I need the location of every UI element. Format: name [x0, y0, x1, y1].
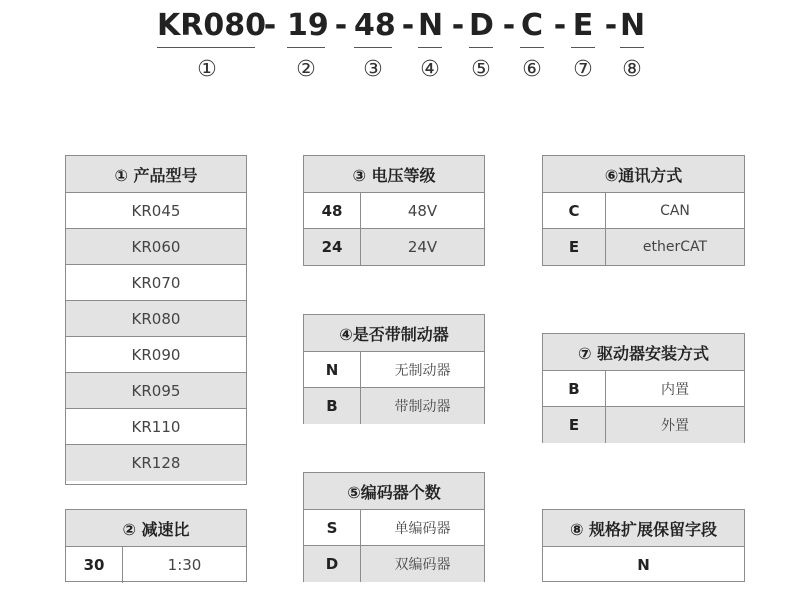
code-separator: -: [604, 8, 618, 43]
table-row: [543, 371, 744, 407]
table-header: ③ 电压等级: [304, 156, 484, 193]
option-code: 24: [304, 229, 361, 265]
option-code: B: [304, 388, 361, 424]
code-segment-extension: N: [620, 6, 644, 50]
code-separator: -: [553, 8, 567, 43]
option-code: 30: [66, 547, 123, 583]
voltage-table: [303, 155, 485, 266]
code-segment-ratio: 19: [287, 6, 325, 50]
table-row: [304, 352, 484, 388]
table-row: [543, 407, 744, 443]
table-row: KR110: [66, 409, 246, 445]
code-segment-driver-mount: E: [571, 6, 595, 50]
table-row: [304, 229, 484, 265]
option-code: D: [304, 546, 361, 582]
table-row: KR070: [66, 265, 246, 301]
table-row: [543, 193, 744, 229]
index-mark-1: ①: [197, 57, 217, 82]
table-header: ⑦ 驱动器安装方式: [543, 334, 744, 371]
option-value: 双编码器: [394, 557, 451, 573]
option-code: 48: [304, 193, 361, 228]
driver-mount-table: [542, 333, 745, 443]
code-separator: -: [401, 8, 415, 43]
code-separator: -: [451, 8, 465, 43]
index-mark-6: ⑥: [522, 57, 542, 82]
table-row: KR095: [66, 373, 246, 409]
table-header: ① 产品型号: [66, 156, 246, 193]
option-code: E: [543, 229, 606, 265]
option-value: 无制动器: [394, 362, 451, 379]
option-value: 内置: [661, 381, 689, 398]
option-code: N: [304, 352, 361, 387]
table-header: ⑤编码器个数: [304, 473, 484, 510]
table-row: N: [637, 556, 650, 574]
table-row: [66, 547, 246, 583]
option-code: B: [543, 371, 606, 406]
table-header: ⑧ 规格扩展保留字段: [543, 510, 744, 547]
index-mark-4: ④: [420, 57, 440, 82]
option-value: 24V: [407, 238, 438, 256]
option-value: CAN: [660, 202, 690, 219]
code-segment-model: KR080: [157, 6, 255, 50]
option-code: S: [304, 510, 361, 545]
extension-table: [542, 509, 745, 582]
index-mark-3: ③: [363, 57, 383, 82]
code-segment-communication: C: [520, 6, 544, 50]
option-value: 1:30: [167, 556, 202, 574]
table-row: [304, 546, 484, 582]
product-model-table: [65, 155, 247, 485]
table-header: ⑥通讯方式: [543, 156, 744, 193]
table-row: [304, 510, 484, 546]
option-value: 外置: [661, 418, 689, 434]
code-segment-brake: N: [418, 6, 442, 50]
code-separator: -: [334, 8, 348, 43]
table-row: [543, 229, 744, 265]
option-value: 48V: [407, 201, 438, 220]
communication-table: [542, 155, 745, 266]
brake-table: [303, 314, 485, 424]
table-row: [304, 388, 484, 424]
table-row: KR090: [66, 337, 246, 373]
table-header: ② 减速比: [66, 510, 246, 547]
code-segment-voltage: 48: [354, 6, 392, 50]
option-value: etherCAT: [642, 239, 708, 255]
table-row: [304, 193, 484, 229]
encoder-table: [303, 472, 485, 582]
option-code: C: [543, 193, 606, 228]
index-mark-7: ⑦: [573, 57, 593, 82]
index-mark-8: ⑧: [622, 57, 642, 82]
code-separator: -: [263, 8, 277, 43]
table-row: KR128: [66, 445, 246, 481]
table-row: KR080: [66, 301, 246, 337]
option-code: E: [543, 407, 606, 443]
table-row: KR060: [66, 229, 246, 265]
code-separator: -: [502, 8, 516, 43]
index-mark-2: ②: [296, 57, 316, 82]
table-row: KR045: [66, 193, 246, 229]
table-header: ④是否带制动器: [304, 315, 484, 352]
code-segment-encoder: D: [469, 6, 493, 50]
reduction-ratio-table: [65, 509, 247, 582]
option-value: 单编码器: [394, 520, 451, 537]
option-value: 带制动器: [394, 399, 451, 415]
index-mark-5: ⑤: [471, 57, 491, 82]
